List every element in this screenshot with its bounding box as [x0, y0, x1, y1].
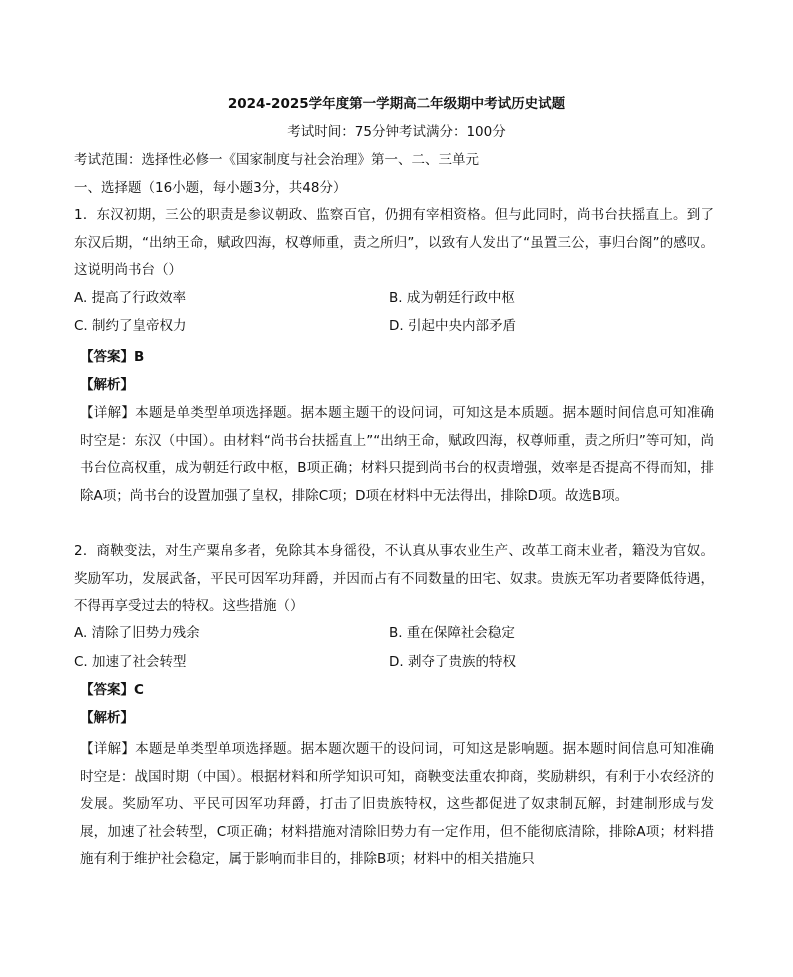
q1-detail: 【详解】本题是单类型单项选择题。据本题主题干的设问词，可知这是本质题。据本题时间信息可知准确时空是：东汉（中国）。由材料“尚书台扶摇直上”“出纳王命，赋政四海，权尊师重，责之所归”等可知，尚书台位高权重，成为朝廷行政中枢，B项正确；材料只提到尚书台的权责增强，效率是否提高不得而知，排除A项；尚书台的设置加强了皇权，排除C项；D项在材料中无法得出，排除D项。故选B项。 [80, 405, 714, 504]
question-2-stem: 2．商鞅变法，对生产粟帛多者，免除其本身徭役，不认真从事农业生产、改革工商末业者，籍没为官奴。奖励军功，发展武备，平民可因军功拜爵，并因而占有不同数量的田宅、奴隶。贵族无军功者要降低待遇，不得再享受过去的特权。这些措施（） [74, 543, 714, 614]
q2-analysis-label: 【解析】 [80, 710, 134, 726]
q2-option-b: B. 重在保障社会稳定 [389, 625, 515, 641]
q2-detail: 【详解】本题是单类型单项选择题。据本题次题干的设问词，可知这是影响题。据本题时间信息可知准确时空是：战国时期（中国）。根据材料和所学知识可知，商鞅变法重农抑商，奖励耕织，有利于小农经济的发展。奖励军功、平民可因军功拜爵，打击了旧贵族特权，这些都促进了奴隶制瓦解，封建制形成与发展，加速了社会转型，C项正确；材料措施对清除旧势力有一定作用，但不能彻底清除，排除A项；材料措施有利于维护社会稳定，属于影响而非目的，排除B项；材料中的相关措施只 [80, 741, 714, 867]
page-title: 2024-2025学年度第一学期高二年级期中考试历史试题 [227, 96, 566, 112]
question-1-stem: 1．东汉初期，三公的职责是参议朝政、监察百官，仍拥有宰相资格。但与此同时，尚书台扶摇直上。到了东汉后期，“出纳王命，赋政四海，权尊师重，责之所归”，以致有人发出了“虽置三公，事归台阁”的感叹。这说明尚书台（） [74, 207, 714, 278]
section-heading: 一、选择题（16小题，每小题3分，共48分） [74, 180, 347, 196]
q1-option-a: A. 提高了行政效率 [74, 290, 187, 306]
q2-option-a: A. 清除了旧势力残余 [74, 625, 200, 641]
q1-analysis-label: 【解析】 [80, 377, 134, 393]
q1-option-b: B. 成为朝廷行政中枢 [389, 290, 515, 306]
q1-option-c: C. 制约了皇帝权力 [74, 318, 187, 334]
exam-info: 考试时间：75分钟考试满分：100分 [287, 124, 506, 140]
q2-option-d: D. 剥夺了贵族的特权 [389, 654, 516, 670]
q1-option-d: D. 引起中央内部矛盾 [389, 318, 516, 334]
q2-answer: 【答案】C [80, 682, 144, 698]
q1-answer: 【答案】B [80, 349, 145, 365]
exam-scope: 考试范围：选择性必修一《国家制度与社会治理》第一、二、三单元 [74, 152, 479, 168]
q2-option-c: C. 加速了社会转型 [74, 654, 187, 670]
